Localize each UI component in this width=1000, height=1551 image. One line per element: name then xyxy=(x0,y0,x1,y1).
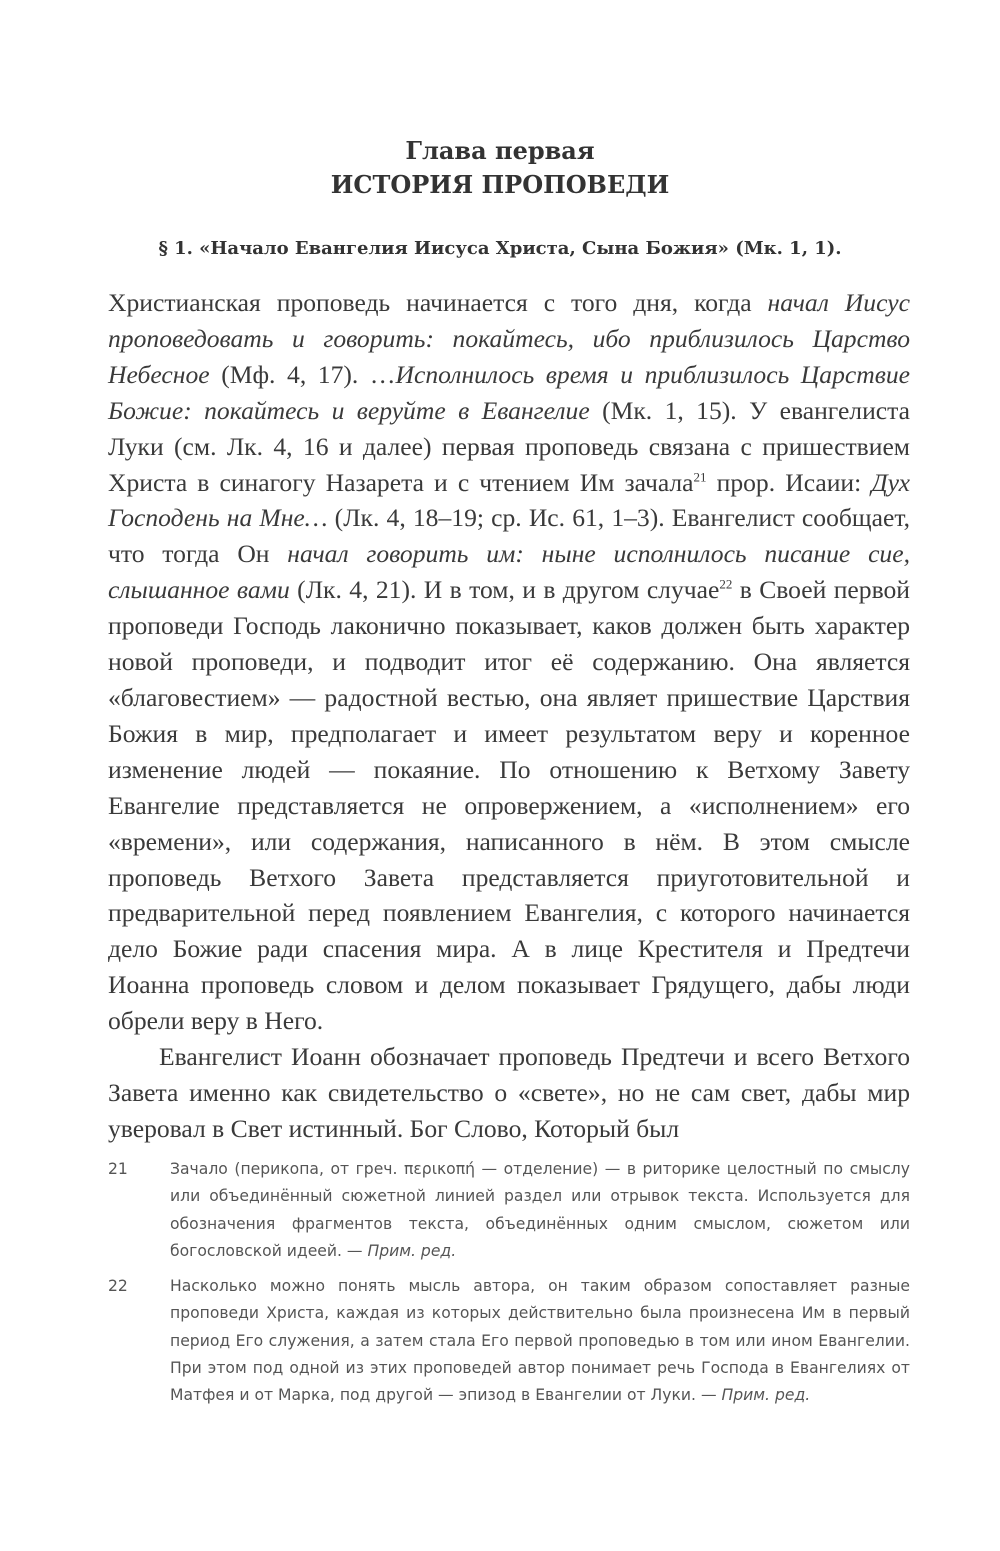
section-heading: § 1. «Начало Евангелия Иисуса Христа, Сына Божия» (Мк. 1, 1). xyxy=(158,238,842,259)
footnote-22 xyxy=(108,1273,910,1409)
text-run: (Лк. 4, 18–19; ср. Ис. 61, 1–3). Евангелист сообщает, что тогда Он xyxy=(108,503,910,569)
text-run: прор. Исаии: xyxy=(706,467,872,497)
footnote-number: 22 xyxy=(108,1277,128,1296)
footnote-body: Насколько можно понять мысль автора, он таким образом сопоставляет разные проповеди Христа, каждая из которых действительно была произнесена Им в первый период Его служения, а затем стала Его первой проповедью в том или ином Евангелии. При этом под одной из этих проповедей автор понимает речь Господа в Евангелиях от Матфея и от Марка, под другой — эпизод в Евангелии от Луки. — xyxy=(170,1277,910,1405)
footnote-body: Зачало (перикопа, от греч. περικοπή — отделение) — в риторике целостный по смыслу или объединённый сюжетной линией раздел или отрывок текста. Используется для обозначения фрагментов текста, объединённых одним смыслом, сюжетом или богословской идеей. — xyxy=(170,1160,910,1260)
chapter-title: ИСТОРИЯ ПРОПОВЕДИ xyxy=(330,170,670,199)
footnote-ref-21[interactable]: 21 xyxy=(693,469,707,484)
footnotes xyxy=(108,1156,910,1418)
scripture-quote: Дух Господень на Мне… xyxy=(108,467,910,533)
text-run: (Лк. 4, 21). И в том, и в другом случае xyxy=(289,575,720,605)
chapter-label: Глава первая xyxy=(405,136,595,165)
text-run: Христианская проповедь начинается с того дня, когда xyxy=(108,288,768,317)
footnote-number: 21 xyxy=(108,1160,128,1178)
body-text xyxy=(108,285,910,1147)
paragraph-1 xyxy=(108,285,910,1039)
text-run: (Мф. 4, 17). … xyxy=(209,359,396,389)
footnote-21 xyxy=(108,1156,910,1265)
footnote-text xyxy=(170,1273,910,1409)
scripture-quote: Исполнилось время и приблизилось Царствие Божие: покайтесь и веруйте в Евангелие xyxy=(108,359,910,425)
footnote-text xyxy=(170,1156,910,1265)
footnote-ref-22[interactable]: 22 xyxy=(719,576,733,592)
editor-note: Прим. ред. xyxy=(721,1386,811,1405)
scripture-quote: начал Иисус проповедовать и говорить: покайтесь, ибо приблизилось Царство Небесное xyxy=(108,288,910,389)
paragraph-2: Евангелист Иоанн обозначает проповедь Предтечи и всего Ветхого Завета именно как свидетельство о «свете», но не сам свет, дабы мир уверовал в Свет истинный. Бог Слово, Который был xyxy=(108,1042,910,1143)
text-run: (Мк. 1, 15). У евангелиста Луки (см. Лк. 4, 16 и далее) первая проповедь связана с пришествием Христа в синагогу Назарета и с чтением Им зачала xyxy=(108,395,910,497)
editor-note: Прим. ред. xyxy=(367,1241,457,1260)
scripture-quote: начал говорить им: ныне исполнилось писание сие, слышанное вами xyxy=(108,539,910,605)
text-run: в Своей первой проповеди Господь лаконично показывает, каков должен быть характер новой проповеди, и подводит итог её содержанию. Она является «благовестием» — радостной вестью, она являет пришествие Царствия Божия в мир, предполагает и имеет результатом веру и коренное изменение людей — покаяние. По отношению к Ветхому Завету Евангелие представляется не опровержением, а «исполнением» его «времени», или содержания, написанного в нём. В этом смысле проповедь Ветхого Завета представляется приуготовительной и предварительной перед появлением Евангелия, с которого начинается дело Божие ради спасения мира. А в лице Крестителя и Предтечи Иоанна проповедь словом и делом показывает Грядущего, дабы люди обрели веру в Него. xyxy=(108,575,910,1036)
